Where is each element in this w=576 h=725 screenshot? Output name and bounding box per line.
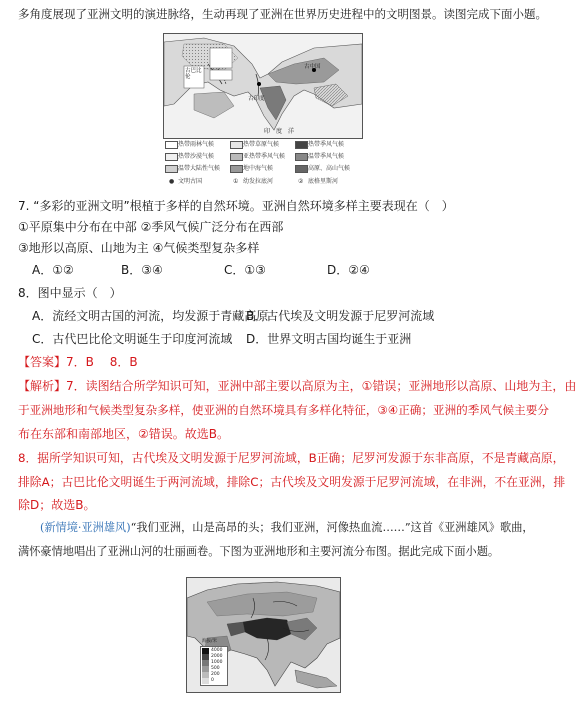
- analysis-text: 7．读图结合所学知识可知，亚洲中部主要以高原为主，①错误；亚洲地形以高原、山地为主，由: [66, 379, 576, 393]
- asia-climate-civilization-map: [163, 33, 363, 139]
- analysis-line-6: 除D；故选B。: [18, 498, 96, 512]
- q7-option-a: A．①②: [32, 263, 74, 277]
- civilization-dot-icon: ●: [169, 178, 175, 185]
- q7-option-c: C．①③: [224, 263, 266, 277]
- legend-item: 地中海气候: [243, 165, 274, 172]
- answer-line: [18, 354, 138, 370]
- analysis-line-4: 8．据所学知识可知，古代埃及文明发源于尼罗河流域，B正确；尼罗河发源于东非高原，不是青藏高原，: [18, 451, 565, 465]
- legend-swatch: [295, 153, 308, 161]
- analysis-line-3: 布在东部和南部地区，②错误。故选B。: [18, 427, 229, 441]
- context-tag: (新情境·亚洲雄风): [40, 521, 131, 534]
- legend-swatch: [230, 141, 243, 149]
- river-number-1-icon: ①: [233, 178, 239, 185]
- elevation-label: 1000: [211, 660, 223, 665]
- legend-swatch: [165, 141, 178, 149]
- legend-swatch: [295, 165, 308, 173]
- elevation-legend-title: 海拔/米: [202, 639, 218, 644]
- legend-item: 热带雨林气候: [178, 141, 215, 148]
- legend-item: 文明古国: [178, 178, 203, 185]
- q7-option-d: D．②④: [327, 263, 370, 277]
- legend-swatch: [230, 165, 243, 173]
- label-ancient-china: 古中国: [304, 64, 321, 70]
- legend-item: 热带季风气候: [308, 141, 345, 148]
- legend-item: 亚热带季风气候: [243, 153, 286, 160]
- river-number-2-icon: ②: [298, 178, 304, 185]
- context-line-2: 满怀豪情地唱出了亚洲山河的壮丽画卷。下图为亚洲地形和主要河流分布图。据此完成下面小题。: [18, 545, 500, 558]
- q8-option-d: D．世界文明古国均诞生于亚洲: [246, 332, 412, 346]
- legend-item: 高原、高山气候: [308, 165, 351, 172]
- climate-map-graphic: [164, 34, 362, 138]
- q8-option-b: B．古代埃及文明发源于尼罗河流域: [246, 309, 435, 323]
- analysis-line-1: [18, 378, 576, 394]
- elevation-label: 0: [211, 678, 214, 683]
- elevation-label: 4000: [211, 648, 223, 653]
- analysis-line-2: 于亚洲地形和气候类型复杂多样，使亚洲的自然环境具有多样化特征，③④正确；亚洲的季风气候主要分: [18, 403, 549, 417]
- context-text: “我们亚洲，山是高昂的头；我们亚洲，河像热血流……”这首《亚洲雄风》歌曲，: [130, 521, 534, 534]
- elevation-label: 500: [211, 666, 220, 671]
- label-ancient-india: 古印度: [248, 96, 265, 102]
- climate-legend: [163, 138, 361, 192]
- legend-swatch: [165, 165, 178, 173]
- q7-statements-1: ①平原集中分布在中部 ②季风气候广泛分布在西部: [18, 220, 284, 234]
- label-indian-ocean: 印度洋: [264, 128, 301, 135]
- answer-text: 7．B 8．B: [66, 355, 138, 369]
- legend-item: 温带季风气候: [308, 153, 345, 160]
- context-line-1: [40, 520, 534, 536]
- q7-option-b: B．③④: [121, 263, 163, 277]
- q8-stem: 8．图中显示（ ）: [18, 286, 122, 300]
- analysis-line-5: 排除A；古巴比伦文明诞生于两河流域，排除C；古代埃及文明发源于尼罗河流域，在非洲，不在亚洲，排: [18, 475, 566, 489]
- legend-item: 幼发拉底河: [243, 178, 274, 185]
- elevation-label: 200: [211, 672, 220, 677]
- label-ancient-babylon: 古巴比伦: [185, 68, 202, 80]
- elevation-legend: [200, 639, 228, 686]
- legend-item: 热带草原气候: [243, 141, 280, 148]
- legend-swatch: [165, 153, 178, 161]
- legend-swatch: [295, 141, 308, 149]
- legend-item: 底格里斯河: [308, 178, 339, 185]
- legend-swatch: [230, 153, 243, 161]
- analysis-label: 【解析】: [18, 379, 67, 393]
- legend-item: 热带沙漠气候: [178, 153, 215, 160]
- elevation-swatch: [202, 678, 209, 684]
- q7-stem: 7. “多彩的亚洲文明”根植于多样的自然环境。亚洲自然环境多样主要表现在（ ）: [18, 199, 454, 213]
- answer-label: 【答案】: [18, 355, 67, 369]
- q7-statements-2: ③地形以高原、山地为主 ④气候类型复杂多样: [18, 241, 260, 255]
- q8-option-a: A．流经文明古国的河流，均发源于青藏高原: [32, 309, 269, 323]
- elevation-label: 2000: [211, 654, 223, 659]
- q8-option-c: C．古代巴比伦文明诞生于印度河流域: [32, 332, 233, 346]
- intro-text: 多角度展现了亚洲文明的演进脉络，生动再现了亚洲在世界历史进程中的文明图景。读图完成下面小题。: [18, 7, 547, 21]
- legend-item: 温带大陆性气候: [178, 165, 221, 172]
